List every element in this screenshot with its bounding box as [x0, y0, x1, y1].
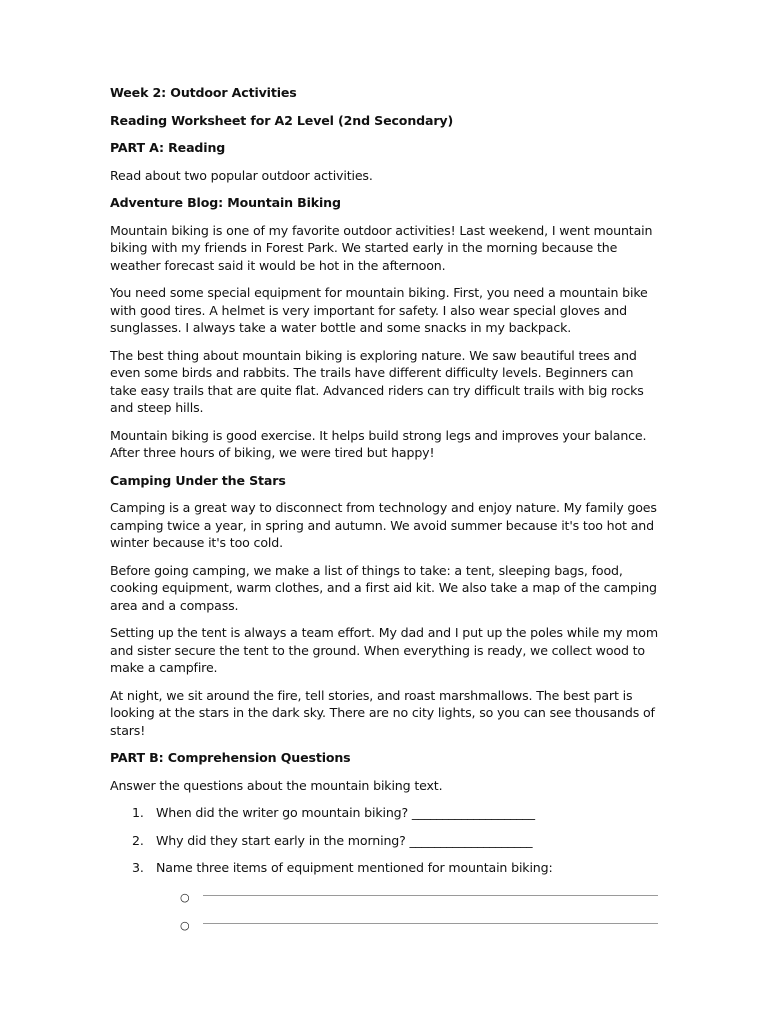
answer-line[interactable] [203, 923, 658, 924]
question-number: 2. [132, 832, 144, 848]
blog-paragraph: Mountain biking is good exercise. It helps build strong legs and improves your balance. After three hours of biking, we were tired but happy! [110, 427, 647, 460]
blog-paragraph: Mountain biking is one of my favorite outdoor activities! Last weekend, I went mountain biking with my friends in Forest Park. We started early in the morning because the weather forecast said it would be hot in the afternoon. [110, 222, 653, 273]
question-item [110, 804, 658, 822]
blog-title: Adventure Blog: Mountain Biking [110, 195, 341, 210]
equipment-answer-list [110, 887, 658, 943]
part-b-title: PART B: Comprehension Questions [110, 750, 351, 765]
circle-bullet-icon: ○ [180, 890, 190, 904]
worksheet-page [110, 84, 658, 943]
circle-bullet-icon: ○ [180, 918, 190, 932]
question-text: When did the writer go mountain biking? ____________________ [156, 805, 535, 820]
camping-paragraph: Before going camping, we make a list of things to take: a tent, sleeping bags, food, cooking equipment, warm clothes, and a first aid kit. We also take a map of the camping area and a compass. [110, 562, 657, 613]
question-text: Name three items of equipment mentioned for mountain biking: [156, 860, 553, 875]
question-item [110, 859, 658, 877]
part-a-title: PART A: Reading [110, 140, 226, 155]
part-b-instructions: Answer the questions about the mountain biking text. [110, 777, 443, 793]
camping-paragraph: Camping is a great way to disconnect from technology and enjoy nature. My family goes camping twice a year, in spring and autumn. We avoid summer because it's too hot and winter because it's too cold. [110, 500, 657, 550]
worksheet-title: Reading Worksheet for A2 Level (2nd Secondary) [110, 112, 454, 128]
answer-line-item [110, 915, 658, 943]
answer-line-item [110, 887, 658, 915]
blog-paragraph: You need some special equipment for mountain biking. First, you need a mountain bike with good tires. A helmet is very important for safety. I also wear special gloves and sunglasses. I always take a water bottle and some snacks in my backpack. [110, 285, 648, 335]
blog-paragraph: The best thing about mountain biking is exploring nature. We saw beautiful trees and even some birds and rabbits. The trails have different difficulty levels. Beginners can take easy trails that are quite flat. Advanced riders can try difficult trails with big rocks and steep hills. [110, 347, 644, 415]
week-title: Week 2: Outdoor Activities [110, 85, 297, 100]
question-number: 3. [132, 860, 144, 875]
question-number: 1. [132, 805, 144, 820]
camping-title: Camping Under the Stars [110, 472, 286, 488]
camping-paragraph: At night, we sit around the fire, tell stories, and roast marshmallows. The best part is looking at the stars in the dark sky. There are no city lights, so you can see thousands of stars! [110, 687, 655, 738]
question-list [110, 804, 658, 877]
question-text: Why did they start early in the morning? ____________________ [156, 832, 533, 848]
question-item [110, 832, 658, 850]
answer-line[interactable] [203, 895, 658, 896]
part-a-intro: Read about two popular outdoor activities. [110, 167, 373, 183]
camping-paragraph: Setting up the tent is always a team effort. My dad and I put up the poles while my mom and sister secure the tent to the ground. When everything is ready, we collect wood to make a campfire. [110, 625, 658, 675]
